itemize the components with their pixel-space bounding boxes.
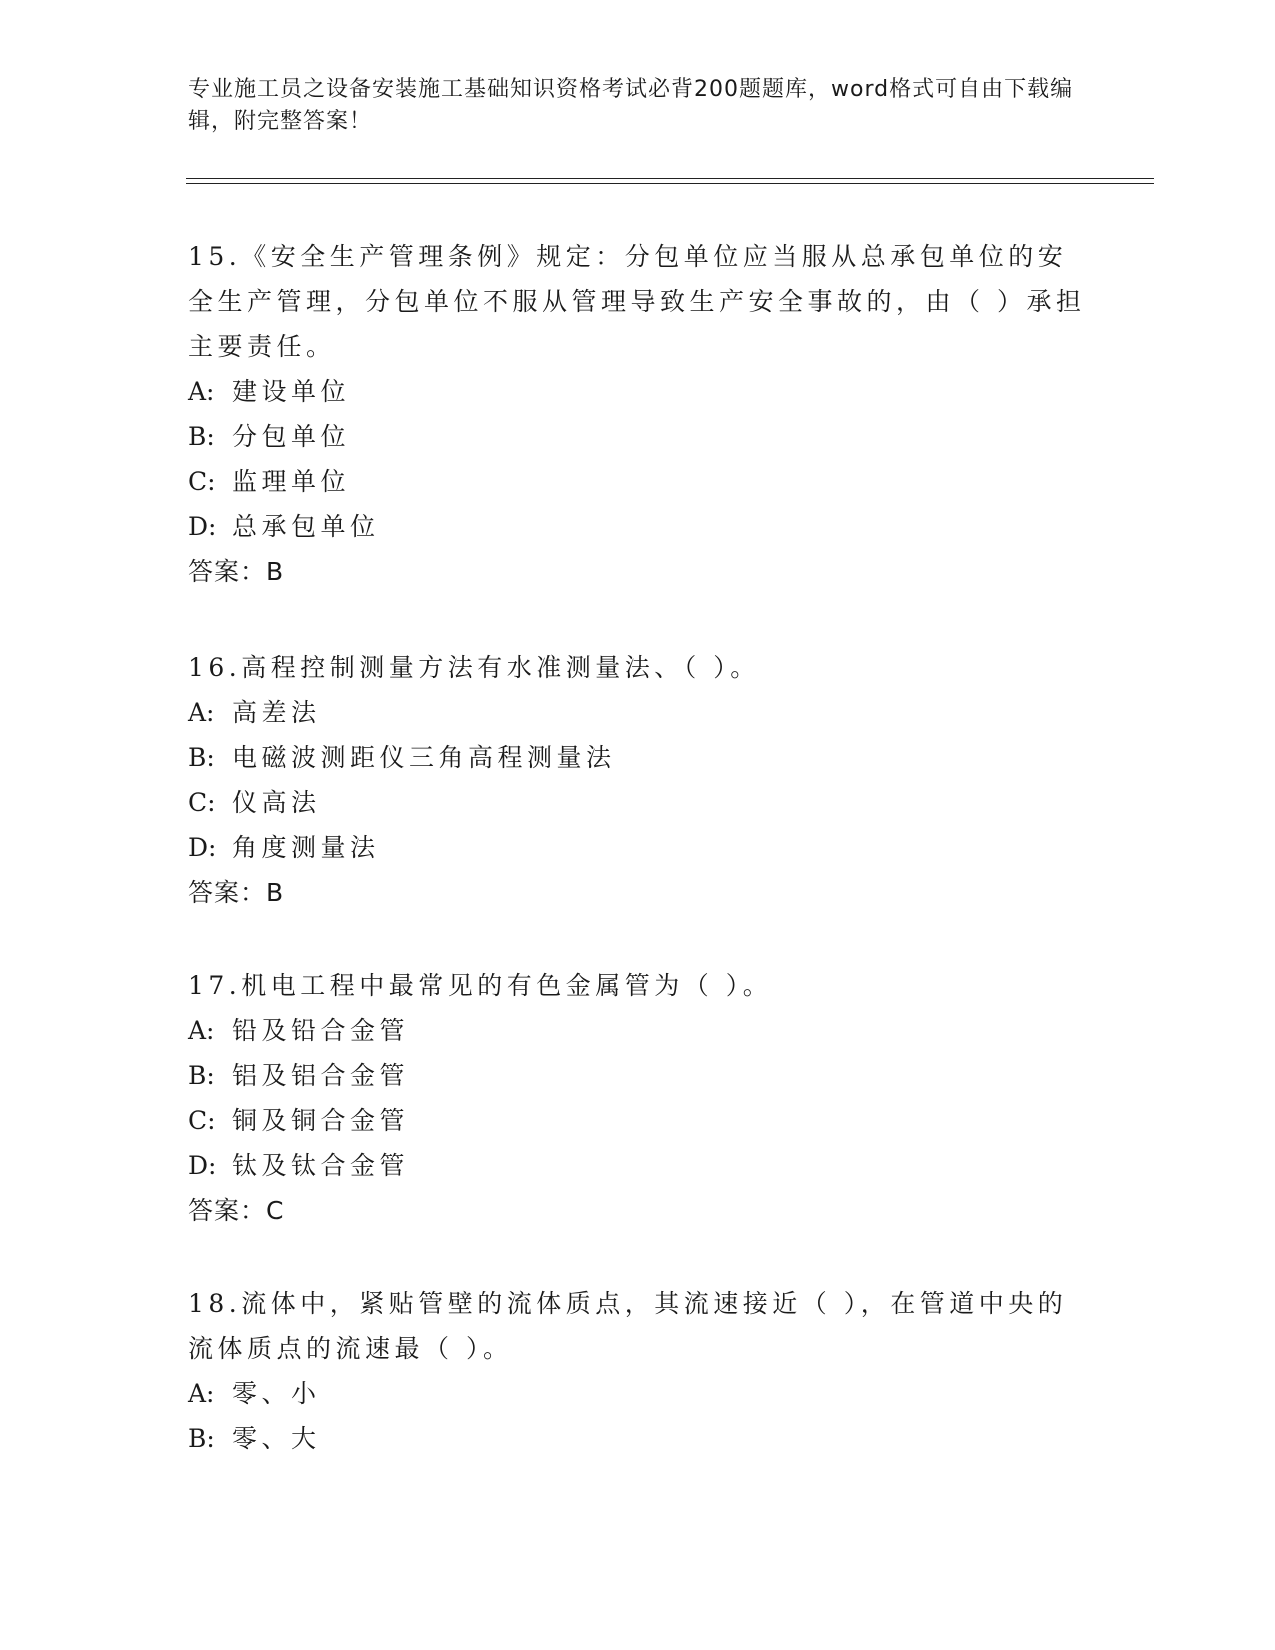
option-d [188, 825, 1088, 870]
option-letter: B: [188, 422, 215, 451]
answer-line: 答案：C [188, 1196, 285, 1225]
option-text: 铜及铜合金管 [232, 1106, 410, 1135]
header-divider-bottom [186, 183, 1154, 184]
option-text: 电磁波测距仪三角高程测量法 [232, 743, 616, 772]
option-letter: C: [188, 1106, 216, 1135]
option-a [188, 1008, 1088, 1053]
option-a [188, 1371, 1088, 1416]
option-b [188, 735, 1088, 780]
option-b [188, 1416, 1088, 1461]
option-text: 零、大 [232, 1424, 321, 1453]
option-b [188, 414, 1088, 459]
option-d [188, 1143, 1088, 1188]
option-letter: B: [188, 743, 215, 772]
document-header: 专业施工员之设备安装施工基础知识资格考试必背200题题库，word格式可自由下载编辑，附完整答案！ [188, 77, 1074, 134]
option-text: 总承包单位 [232, 512, 380, 541]
option-text: 高差法 [232, 698, 321, 727]
question-17 [188, 963, 1088, 1233]
option-c [188, 1098, 1088, 1143]
question-18 [188, 1281, 1088, 1461]
option-letter: D: [188, 512, 217, 541]
option-text: 铝及铝合金管 [232, 1061, 410, 1090]
option-c [188, 780, 1088, 825]
option-letter: C: [188, 467, 216, 496]
option-letter: B: [188, 1061, 215, 1090]
option-text: 监理单位 [232, 467, 351, 496]
question-stem: 17.机电工程中最常见的有色金属管为（ ）。 [188, 971, 773, 1000]
question-stem: 15.《安全生产管理条例》规定：分包单位应当服从总承包单位的安全生产管理，分包单位不服从管理导致生产安全事故的，由（ ）承担主要责任。 [188, 242, 1086, 361]
option-text: 钛及钛合金管 [232, 1151, 410, 1180]
option-c [188, 459, 1088, 504]
answer-line: 答案：B [188, 878, 285, 907]
option-text: 角度测量法 [232, 833, 380, 862]
option-letter: B: [188, 1424, 215, 1453]
header-divider-top [186, 178, 1154, 179]
option-d [188, 504, 1088, 549]
option-letter: A: [188, 1016, 215, 1045]
option-text: 分包单位 [232, 422, 351, 451]
option-text: 铅及铅合金管 [232, 1016, 410, 1045]
option-letter: A: [188, 1379, 215, 1408]
option-letter: D: [188, 833, 217, 862]
answer-line: 答案：B [188, 557, 285, 586]
option-letter: A: [188, 698, 215, 727]
question-stem: 16.高程控制测量方法有水准测量法、（ ）。 [188, 653, 760, 682]
question-15 [188, 234, 1088, 594]
option-b [188, 1053, 1088, 1098]
option-a [188, 369, 1088, 414]
question-16 [188, 645, 1088, 915]
option-a [188, 690, 1088, 735]
option-text: 仪高法 [232, 788, 321, 817]
question-stem: 18.流体中，紧贴管壁的流体质点，其流速接近（ ），在管道中央的流体质点的流速最（ ）。 [188, 1289, 1068, 1363]
option-letter: C: [188, 788, 216, 817]
option-letter: A: [188, 377, 215, 406]
option-text: 建设单位 [232, 377, 351, 406]
option-text: 零、小 [232, 1379, 321, 1408]
option-letter: D: [188, 1151, 217, 1180]
